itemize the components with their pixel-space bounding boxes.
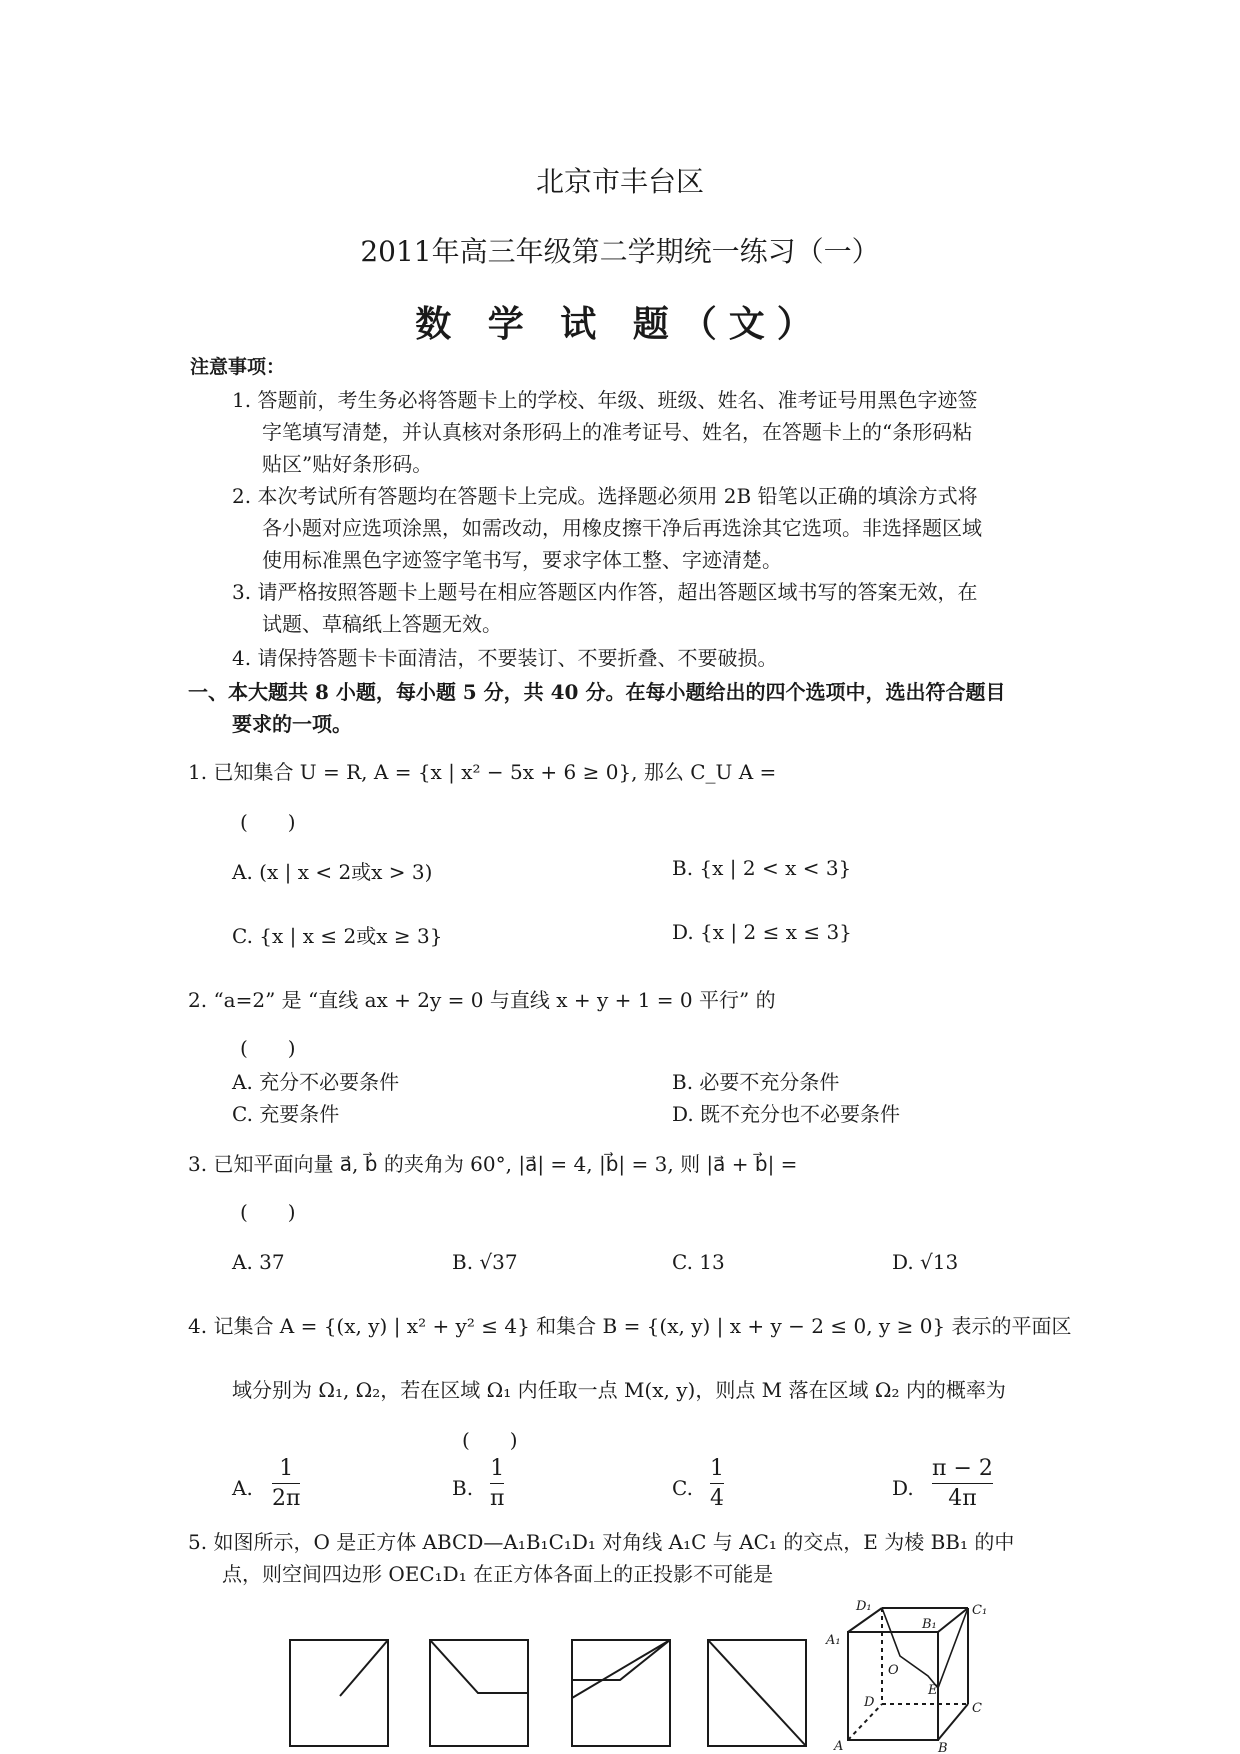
label-c1: C₁ — [972, 1603, 988, 1618]
note-line: 3. 请严格按照答题卡上题号在相应答题区内作答，超出答题区域书写的答案无效，在 — [232, 580, 978, 604]
answer-paren: ( ) — [240, 1200, 296, 1224]
q4-option-b-label: B. — [452, 1476, 474, 1500]
figure-b — [430, 1640, 528, 1746]
label-o: O — [888, 1663, 899, 1678]
district-title: 北京市丰台区 — [535, 165, 704, 198]
q5-figures — [0, 1600, 1240, 1754]
label-a1: A₁ — [826, 1633, 841, 1648]
question-5-stem: 5. 如图所示，O 是正方体 ABCD—A₁B₁C₁D₁ 对角线 A₁C 与 AC₁ 的交点，E 为棱 BB₁ 的中 — [188, 1530, 1015, 1554]
q1-option-b: B. {x | 2 < x < 3} — [672, 856, 852, 880]
figure-a — [290, 1640, 388, 1746]
numerator: 1 — [490, 1456, 505, 1481]
note-line: 字笔填写清楚，并认真核对条形码上的准考证号、姓名，在答题卡上的“条形码粘 — [262, 420, 973, 444]
q3-option-d: D. √13 — [892, 1250, 959, 1274]
q4-option-a-fraction — [272, 1456, 300, 1511]
label-b1: B₁ — [922, 1617, 937, 1632]
denominator: 4π — [948, 1486, 977, 1511]
label-b: B — [938, 1741, 948, 1754]
label-c: C — [972, 1701, 982, 1716]
q1-option-c: C. {x | x ≤ 2或x ≥ 3} — [232, 924, 443, 948]
section-heading: 一、本大题共 8 小题，每小题 5 分，共 40 分。在每小题给出的四个选项中，选出符合题目 — [188, 680, 1006, 704]
label-d: D — [864, 1695, 875, 1710]
label-e: E — [928, 1683, 938, 1698]
note-line: 试题、草稿纸上答题无效。 — [262, 612, 502, 636]
q3-option-a: A. 37 — [232, 1250, 285, 1274]
q1-option-a: A. (x | x < 2或x > 3) — [232, 860, 433, 884]
q3-option-c: C. 13 — [672, 1250, 725, 1274]
answer-paren: ( ) — [240, 1036, 296, 1060]
q4-option-b-fraction — [490, 1456, 504, 1511]
note-line: 2. 本次考试所有答题均在答题卡上完成。选择题必须用 2B 铅笔以正确的填涂方式将 — [232, 484, 978, 508]
q2-option-b: B. 必要不充分条件 — [672, 1070, 840, 1094]
q3-option-b: B. √37 — [452, 1250, 518, 1274]
q2-option-d: D. 既不充分也不必要条件 — [672, 1102, 901, 1126]
cube-figure — [848, 1608, 968, 1740]
note-line: 使用标准黑色字迹签字笔书写，要求字体工整、字迹清楚。 — [262, 548, 782, 572]
note-line: 1. 答题前，考生务必将答题卡上的学校、年级、班级、姓名、准考证号用黑色字迹签 — [232, 388, 978, 412]
answer-paren: ( ) — [462, 1428, 518, 1452]
label-d1: D₁ — [856, 1600, 872, 1614]
numerator: 1 — [710, 1456, 724, 1481]
note-line: 各小题对应选项涂黑，如需改动，用橡皮擦干净后再选涂其它选项。非选择题区域 — [262, 516, 982, 540]
denominator: 2π — [272, 1486, 301, 1511]
answer-paren: ( ) — [240, 810, 296, 834]
label-a: A — [834, 1739, 844, 1754]
figure-c — [572, 1640, 670, 1746]
question-4-stem-cont: 域分别为 Ω₁, Ω₂，若在区域 Ω₁ 内任取一点 M(x, y)，则点 M 落在区域 Ω₂ 内的概率为 — [232, 1378, 1006, 1402]
q2-option-a: A. 充分不必要条件 — [232, 1070, 400, 1094]
numerator: π − 2 — [932, 1456, 993, 1481]
q4-option-d-label: D. — [892, 1476, 914, 1500]
subject-title: 数 学 试 题（文） — [415, 303, 825, 345]
question-4-stem: 4. 记集合 A = {(x, y) | x² + y² ≤ 4} 和集合 B = {(x, y) | x + y − 2 ≤ 0, y ≥ 0} 表示的平面区 — [188, 1314, 1072, 1338]
note-line: 4. 请保持答题卡卡面清洁，不要装订、不要折叠、不要破损。 — [232, 646, 778, 670]
q4-option-d-fraction — [932, 1456, 993, 1511]
q2-option-c: C. 充要条件 — [232, 1102, 340, 1126]
question-3-stem: 3. 已知平面向量 a⃗, b⃗ 的夹角为 60°, |a⃗| = 4, |b⃗| = 3, 则 |a⃗ + b⃗| = — [188, 1152, 798, 1176]
denominator: π — [490, 1486, 505, 1511]
denominator: 4 — [710, 1486, 724, 1511]
numerator: 1 — [279, 1456, 294, 1481]
note-line: 贴区”贴好条形码。 — [262, 452, 433, 476]
q4-option-c-fraction — [710, 1456, 724, 1511]
q4-option-a-label: A. — [232, 1476, 253, 1500]
notes-heading: 注意事项： — [190, 356, 286, 378]
q4-option-c-label: C. — [672, 1476, 693, 1500]
question-5-stem-cont: 点，则空间四边形 OEC₁D₁ 在正方体各面上的正投影不可能是 — [222, 1562, 774, 1586]
question-1-stem: 1. 已知集合 U = R, A = {x | x² − 5x + 6 ≥ 0}, 那么 C_U A = — [188, 760, 777, 784]
question-2-stem: 2. “a=2” 是 “直线 ax + 2y = 0 与直线 x + y + 1 = 0 平行” 的 — [188, 988, 776, 1012]
exam-title: 2011年高三年级第二学期统一练习（一） — [360, 235, 880, 268]
figure-d — [708, 1640, 806, 1746]
q1-option-d: D. {x | 2 ≤ x ≤ 3} — [672, 920, 852, 944]
section-heading-cont: 要求的一项。 — [232, 712, 352, 736]
